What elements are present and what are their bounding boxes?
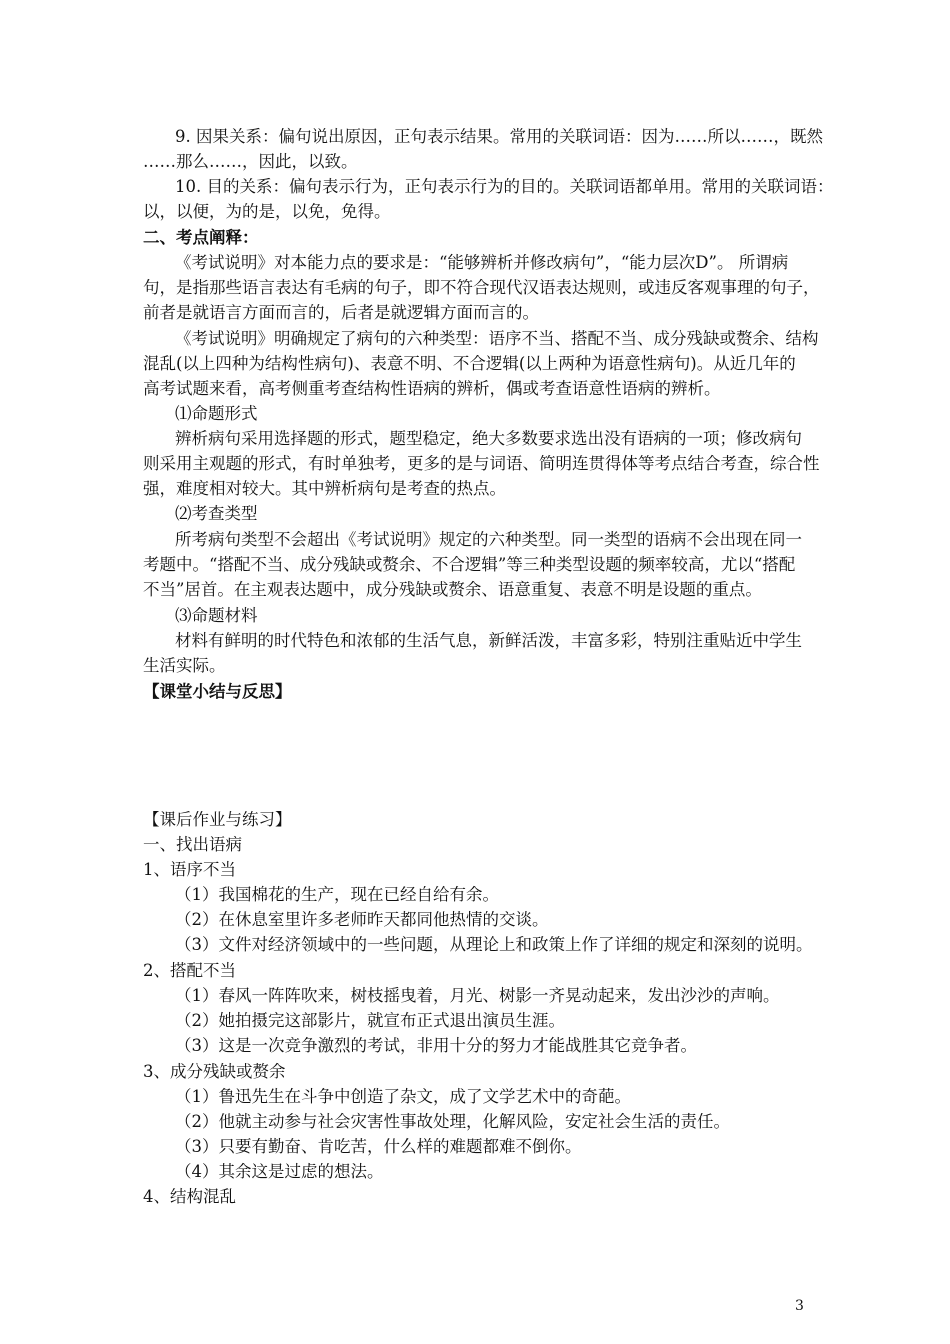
list-item: （2）在休息室里许多老师昨天都同他热情的交谈。 (175, 910, 549, 929)
group-title-collocation: 2、搭配不当 (143, 961, 236, 980)
paragraph-exam-types-line3: 不当”居首。在主观表达题中，成分残缺或赘余、语意重复、表意不明是设题的重点。 (143, 580, 762, 599)
paragraph-requirement-line1: 《考试说明》对本能力点的要求是：“能够辨析并修改病句”，“能力层次D”。 所谓病 (175, 253, 789, 272)
list-item: （3）文件对经济领域中的一些问题，从理论上和政策上作了详细的规定和深刻的说明。 (175, 935, 813, 954)
list-item: （2）他就主动参与社会灾害性事故处理，化解风险，安定社会生活的责任。 (175, 1112, 730, 1131)
paragraph-material-line2: 生活实际。 (143, 656, 226, 675)
paragraph-types-line1: 《考试说明》明确规定了病句的六种类型：语序不当、搭配不当、成分残缺或赘余、结构 (175, 329, 819, 348)
heading-class-summary: 【课堂小结与反思】 (143, 682, 292, 701)
list-item: （2）她拍摄完这部影片，就宣布正式退出演员生涯。 (175, 1011, 565, 1030)
subheading-exam-types: ⑵考查类型 (175, 504, 258, 523)
subheading-question-form: ⑴命题形式 (175, 404, 258, 423)
paragraph-material-line1: 材料有鲜明的时代特色和浓郁的生活气息，新鲜活泼，丰富多彩，特别注重贴近中学生 (175, 631, 802, 650)
page-number: 3 (795, 1298, 804, 1314)
paragraph-purpose-line1: 10. 目的关系：偏句表示行为，正句表示行为的目的。关联词语都单用。常用的关联词语： (175, 177, 834, 196)
list-item: （3）这是一次竞争激烈的考试，非用十分的努力才能战胜其它竞争者。 (175, 1036, 697, 1055)
paragraph-causal-line1: 9. 因果关系：偏句说出原因，正句表示结果。常用的关联词语：因为……所以……，既然 (175, 127, 823, 146)
list-item: （1）春风一阵阵吹来，树枝摇曳着，月光、树影一齐晃动起来，发出沙沙的声响。 (175, 986, 780, 1005)
heading-find-errors: 一、找出语病 (143, 835, 242, 854)
paragraph-exam-types-line2: 考题中。“搭配不当、成分残缺或赘余、不合逻辑”等三种类型设题的频率较高，尤以“搭配 (143, 555, 796, 574)
subheading-question-material: ⑶命题材料 (175, 606, 258, 625)
paragraph-question-form-line3: 强，难度相对较大。其中辨析病句是考查的热点。 (143, 479, 506, 498)
group-title-structure: 4、结构混乱 (143, 1187, 236, 1206)
paragraph-causal-line2: ……那么……，因此，以致。 (143, 152, 358, 171)
list-item: （1）我国棉花的生产，现在已经自给有余。 (175, 885, 499, 904)
list-item: （3）只要有勤奋、肯吃苦，什么样的难题都难不倒你。 (175, 1137, 582, 1156)
paragraph-purpose-line2: 以，以便，为的是，以免，免得。 (143, 202, 391, 221)
section-heading-kaodian: 二、考点阐释： (143, 228, 259, 247)
group-title-word-order: 1、语序不当 (143, 860, 236, 879)
group-title-missing-redundant: 3、成分残缺或赘余 (143, 1062, 286, 1081)
paragraph-question-form-line2: 则采用主观题的形式，有时单独考，更多的是与词语、简明连贯得体等考点结合考查，综合性 (143, 454, 820, 473)
paragraph-requirement-line3: 前者是就语言方面而言的，后者是就逻辑方面而言的。 (143, 303, 539, 322)
list-item: （1）鲁迅先生在斗争中创造了杂文，成了文学艺术中的奇葩。 (175, 1087, 631, 1106)
paragraph-exam-types-line1: 所考病句类型不会超出《考试说明》规定的六种类型。同一类型的语病不会出现在同一 (175, 530, 802, 549)
list-item: （4）其余这是过虑的想法。 (175, 1162, 384, 1181)
paragraph-question-form-line1: 辨析病句采用选择题的形式，题型稳定，绝大多数要求选出没有语病的一项；修改病句 (175, 429, 802, 448)
paragraph-types-line2: 混乱(以上四种为结构性病句)、表意不明、不合逻辑(以上两种为语意性病句)。从近几年的 (143, 354, 796, 373)
paragraph-types-line3: 高考试题来看，高考侧重考查结构性语病的辨析，偶或考查语意性语病的辨析。 (143, 379, 721, 398)
paragraph-requirement-line2: 句，是指那些语言表达有毛病的句子，即不符合现代汉语表达规则，或违反客观事理的句子， (143, 278, 820, 297)
heading-homework: 【课后作业与练习】 (143, 810, 292, 829)
